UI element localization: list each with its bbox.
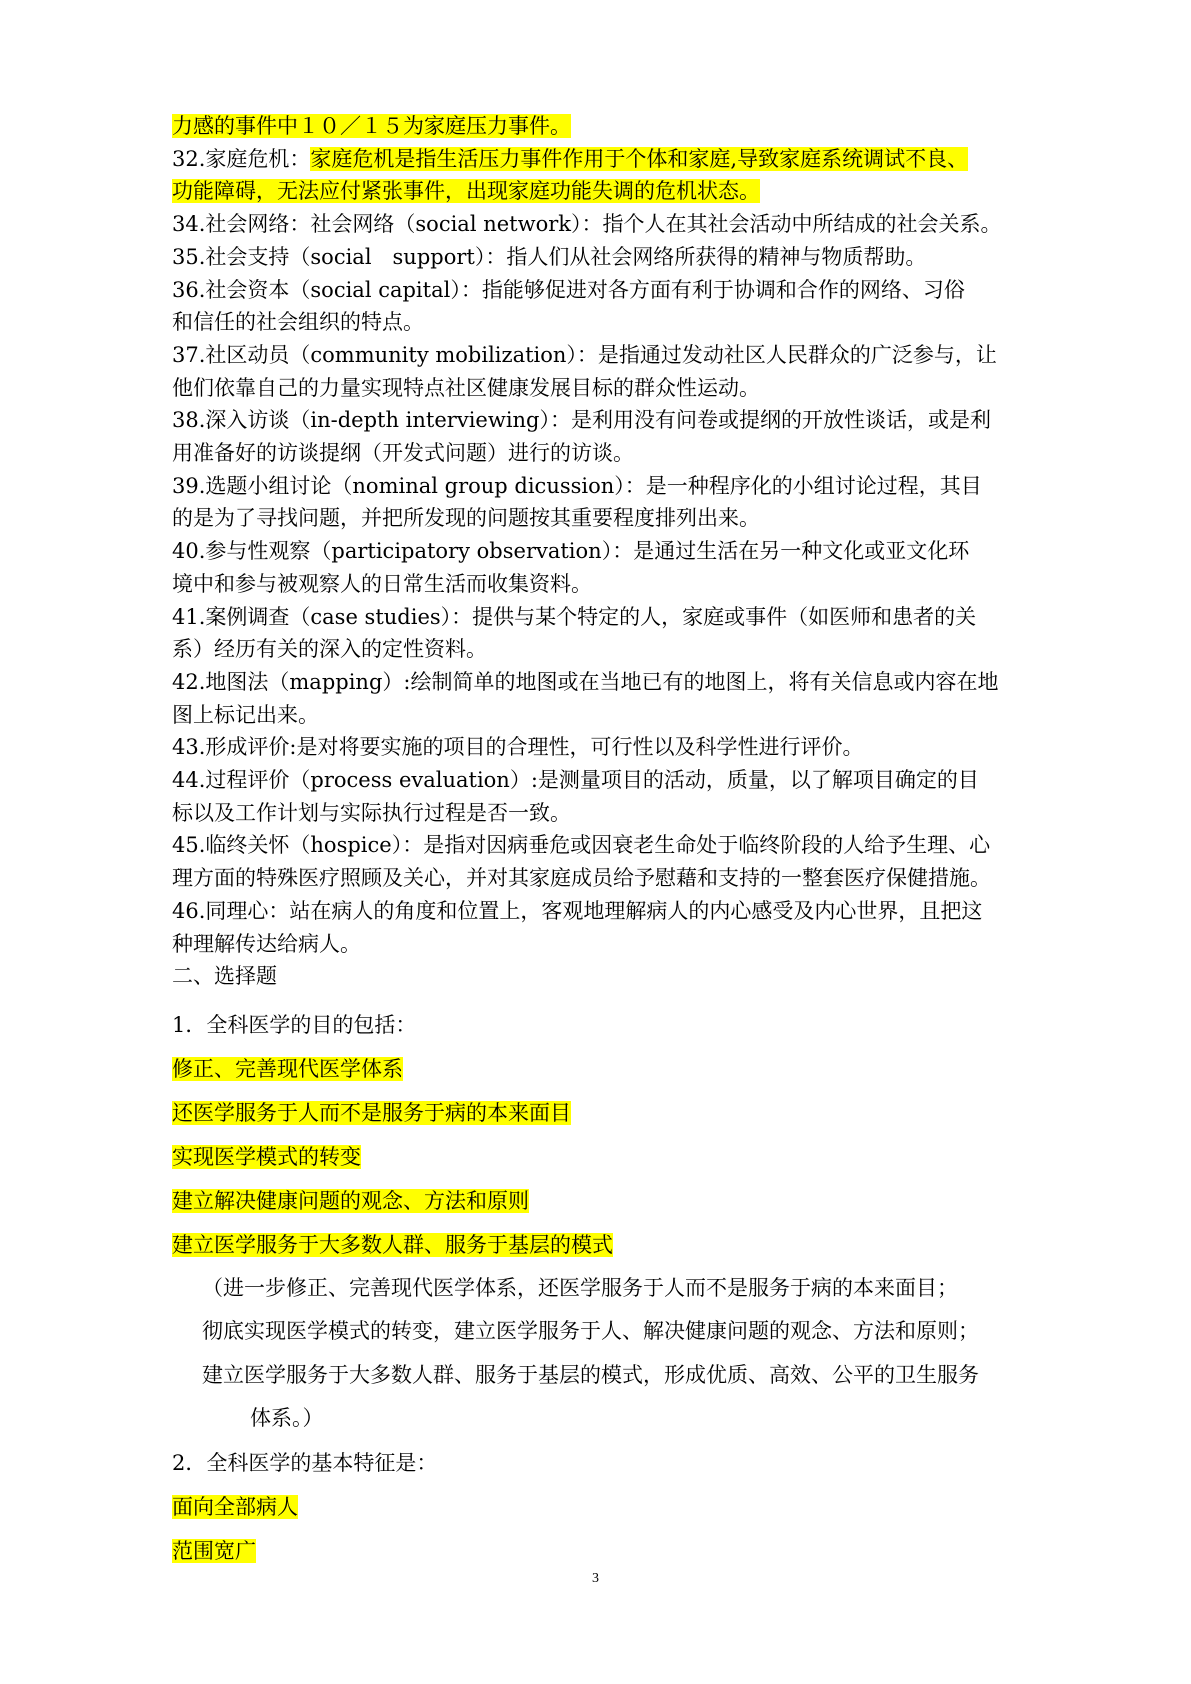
definition-entry (172, 535, 1092, 600)
text-segment: 35.社会支持（social support）：指人们从社会网络所获得的精神与物质帮助。 (172, 244, 927, 269)
text-segment: 理方面的特殊医疗照顾及关心，并对其家庭成员给予慰藉和支持的一整套医疗保健措施。 (172, 866, 991, 891)
definition-line (172, 764, 1092, 797)
text-segment: 39.选题小组讨论（nominal group dicussion）：是一种程序化的小组讨论过程，其目 (172, 473, 982, 498)
highlighted-text: 功能障碍，无法应付紧张事件，出现家庭功能失调的危机状态。 (172, 179, 760, 204)
definition-line (172, 699, 1092, 732)
definition-line (172, 208, 1092, 241)
page-body (172, 110, 1092, 1573)
definition-line (172, 175, 1092, 208)
definition-line (172, 404, 1092, 437)
text-segment: 种理解传达给病人。 (172, 931, 361, 956)
question-2-option: 面向全部病人 (172, 1494, 298, 1519)
text-segment: 的是为了寻找问题，并把所发现的问题按其重要程度排列出来。 (172, 506, 760, 531)
text-segment: 图上标记出来。 (172, 702, 319, 727)
definition-line (172, 372, 1092, 405)
explanation-line: （进一步修正、完善现代医学体系，还医学服务于人而不是服务于病的本来面目； (202, 1275, 958, 1300)
highlighted-text: 家庭危机是指生活压力事件作用于个体和家庭,导致家庭系统调试不良、 (310, 146, 969, 171)
definition-line (172, 306, 1092, 339)
text-segment: 和信任的社会组织的特点。 (172, 310, 424, 335)
definition-line (172, 731, 1092, 764)
definition-line (172, 797, 1092, 830)
definition-line (172, 470, 1092, 503)
definition-line (172, 274, 1092, 307)
definition-entry (172, 829, 1092, 894)
text-segment: 他们依靠自己的力量实现特点社区健康发展目标的群众性运动。 (172, 375, 760, 400)
text-segment: 46.同理心：站在病人的角度和位置上，客观地理解病人的内心感受及内心世界，且把这 (172, 898, 983, 923)
definition-entry (172, 339, 1092, 404)
definition-line (172, 633, 1092, 666)
text-segment: 标以及工作计划与实际执行过程是否一致。 (172, 800, 571, 825)
question-1-option: 建立医学服务于大多数人群、服务于基层的模式 (172, 1232, 613, 1257)
definition-line (172, 928, 1092, 961)
definition-entry (172, 143, 1092, 208)
section-heading: 二、选择题 (172, 964, 277, 989)
definition-entry (172, 731, 1092, 764)
explanation-line: 建立医学服务于大多数人群、服务于基层的模式，形成优质、高效、公平的卫生服务 (202, 1362, 979, 1387)
text-segment: 43.形成评价:是对将要实施的项目的合理性，可行性以及科学性进行评价。 (172, 735, 864, 760)
definition-line (172, 568, 1092, 601)
text-segment: 系）经历有关的深入的定性资料。 (172, 637, 487, 662)
text-segment: 45.临终关怀（hospice）：是指对因病垂危或因衰老生命处于临终阶段的人给予生理、心 (172, 833, 991, 858)
question-1 (172, 1003, 1092, 1441)
definition-line (172, 502, 1092, 535)
question-1-option: 还医学服务于人而不是服务于病的本来面目 (172, 1100, 571, 1125)
question-1-option: 实现医学模式的转变 (172, 1144, 361, 1169)
definition-entry (172, 601, 1092, 666)
text-segment: 34.社会网络：社会网络（social network）：指个人在其社会活动中所结成的社会关系。 (172, 212, 1002, 237)
text-segment: 36.社会资本（social capital）：指能够促进对各方面有利于协调和合作的网络、习俗 (172, 277, 965, 302)
definition-entry (172, 274, 1092, 339)
definition-line (172, 601, 1092, 634)
question-1-option: 建立解决健康问题的观念、方法和原则 (172, 1188, 529, 1213)
explanation-line: 体系。） (250, 1406, 324, 1431)
definition-entry (172, 895, 1092, 960)
definition-line (172, 437, 1092, 470)
text-segment: 境中和参与被观察人的日常生活而收集资料。 (172, 571, 592, 596)
definition-line (172, 666, 1092, 699)
definition-line (172, 143, 1092, 176)
page-number: 3 (592, 1571, 599, 1586)
question-1-explanation (172, 1267, 1092, 1441)
text-segment: 41.案例调查（case studies）：提供与某个特定的人，家庭或事件（如医师和患者的关 (172, 604, 977, 629)
definition-entry (172, 241, 1092, 274)
definition-entry (172, 764, 1092, 829)
text-segment: 用准备好的访谈提纲（开发式问题）进行的访谈。 (172, 441, 634, 466)
definition-line (172, 110, 1092, 143)
question-1-option: 修正、完善现代医学体系 (172, 1056, 403, 1081)
definition-line (172, 862, 1092, 895)
text-segment: 32.家庭危机： (172, 146, 311, 171)
definition-line (172, 829, 1092, 862)
question-1-prompt: 1．全科医学的目的包括： (172, 1012, 417, 1037)
text-segment: 38.深入访谈（in-depth interviewing）：是利用没有问卷或提纲的开放性谈话，或是利 (172, 408, 991, 433)
question-2-option: 范围宽广 (172, 1538, 256, 1563)
definition-line (172, 895, 1092, 928)
definition-entry (172, 110, 1092, 143)
question-2 (172, 1441, 1092, 1573)
definition-line (172, 339, 1092, 372)
definitions-list (172, 110, 1092, 960)
definition-line (172, 241, 1092, 274)
question-2-prompt: 2．全科医学的基本特征是： (172, 1450, 438, 1475)
definition-entry (172, 470, 1092, 535)
definition-entry (172, 404, 1092, 469)
definition-line (172, 535, 1092, 568)
explanation-line: 彻底实现医学模式的转变，建立医学服务于人、解决健康问题的观念、方法和原则； (202, 1319, 979, 1344)
definition-entry (172, 666, 1092, 731)
text-segment: 44.过程评价（process evaluation）:是测量项目的活动，质量，以了解项目确定的目 (172, 768, 979, 793)
highlighted-text: 力感的事件中１０／１５为家庭压力事件。 (172, 114, 571, 138)
text-segment: 40.参与性观察（participatory observation）：是通过生活在另一种文化或亚文化环 (172, 539, 970, 564)
text-segment: 42.地图法（mapping）:绘制简单的地图或在当地已有的地图上，将有关信息或内容在地 (172, 669, 999, 694)
definition-entry (172, 208, 1092, 241)
text-segment: 37.社区动员（community mobilization）：是指通过发动社区人民群众的广泛参与，让 (172, 342, 997, 367)
